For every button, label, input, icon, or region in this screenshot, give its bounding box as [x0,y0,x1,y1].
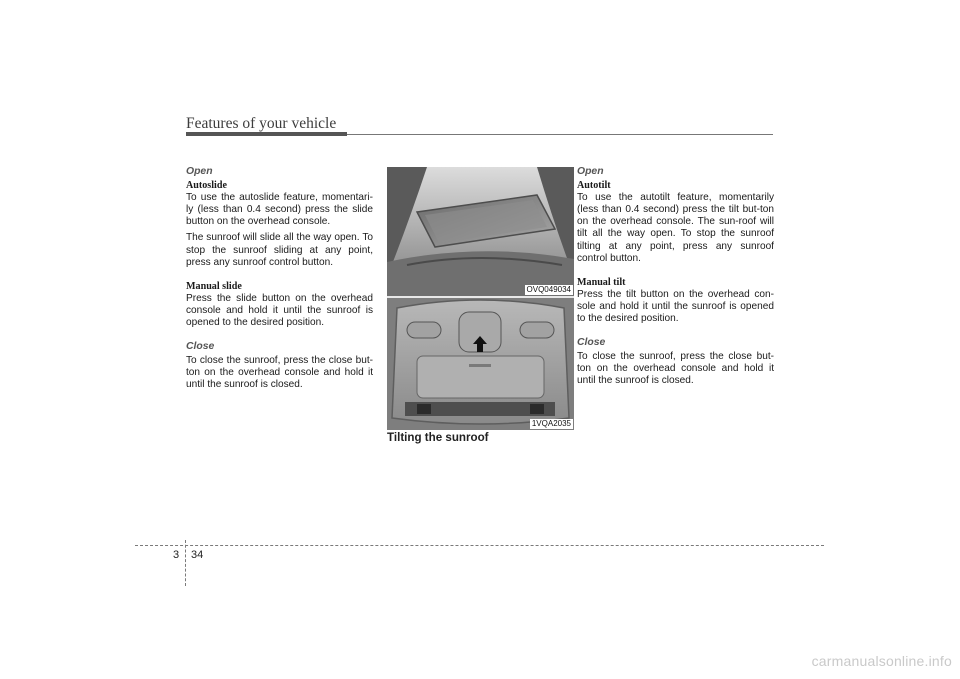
right-column [577,166,774,392]
autoslide-paragraph-2: The sunroof will slide all the way open. To stop the sunroof sliding at any point, press any sunroof control button. [186,232,373,268]
autoslide-paragraph-1: To use the autoslide feature, momentari-ly (less than 0.4 second) press the slide button on the overhead console. [186,192,373,228]
sunroof-figure [387,167,574,430]
watermark: carmanualsonline.info [811,653,952,669]
photo-code-bottom: 1VQA2035 [531,419,571,428]
manual-slide-paragraph: Press the slide button on the overhead console and hold it until the sunroof is opened to the desired position. [186,292,373,329]
photo-code-top: OVQ049034 [526,285,571,294]
overhead-console-photo [387,298,574,430]
figure-caption: Tilting the sunroof [387,431,489,444]
open-heading-right: Open [577,166,604,177]
header-tab-bar [186,132,347,136]
sunroof-roof-photo [387,167,574,298]
manual-slide-heading: Manual slide [186,280,242,292]
autotilt-paragraph: To use the autotilt feature, momentarily (less than 0.4 second) press the tilt but-ton on the overhead console. The sun-roof will tilt all the way open. To stop the sunroof tilting at any point, press any sunroof control button. [577,192,774,264]
footer-rule [135,545,824,546]
footer-divider [185,540,186,586]
autoslide-heading: Autoslide [186,180,227,192]
header-rule [347,134,773,135]
manual-tilt-heading: Manual tilt [577,276,626,288]
close-paragraph: To close the sunroof, press the close but-ton on the overhead console and hold it until the sunroof is closed. [186,355,373,391]
left-column [186,166,373,396]
open-heading: Open [186,166,213,177]
autotilt-heading: Autotilt [577,180,611,192]
close-heading-right: Close [577,337,606,349]
manual-tilt-paragraph: Press the tilt button on the overhead con-sole and hold it until the sunroof is opened to the desired position. [577,288,774,325]
chapter-number: 3 [173,549,180,561]
page-number: 34 [191,549,204,561]
close-paragraph-right: To close the sunroof, press the close but-ton on the overhead console and hold it until the sunroof is closed. [577,351,774,387]
close-heading: Close [186,341,215,353]
page-header-title: Features of your vehicle [186,115,337,132]
